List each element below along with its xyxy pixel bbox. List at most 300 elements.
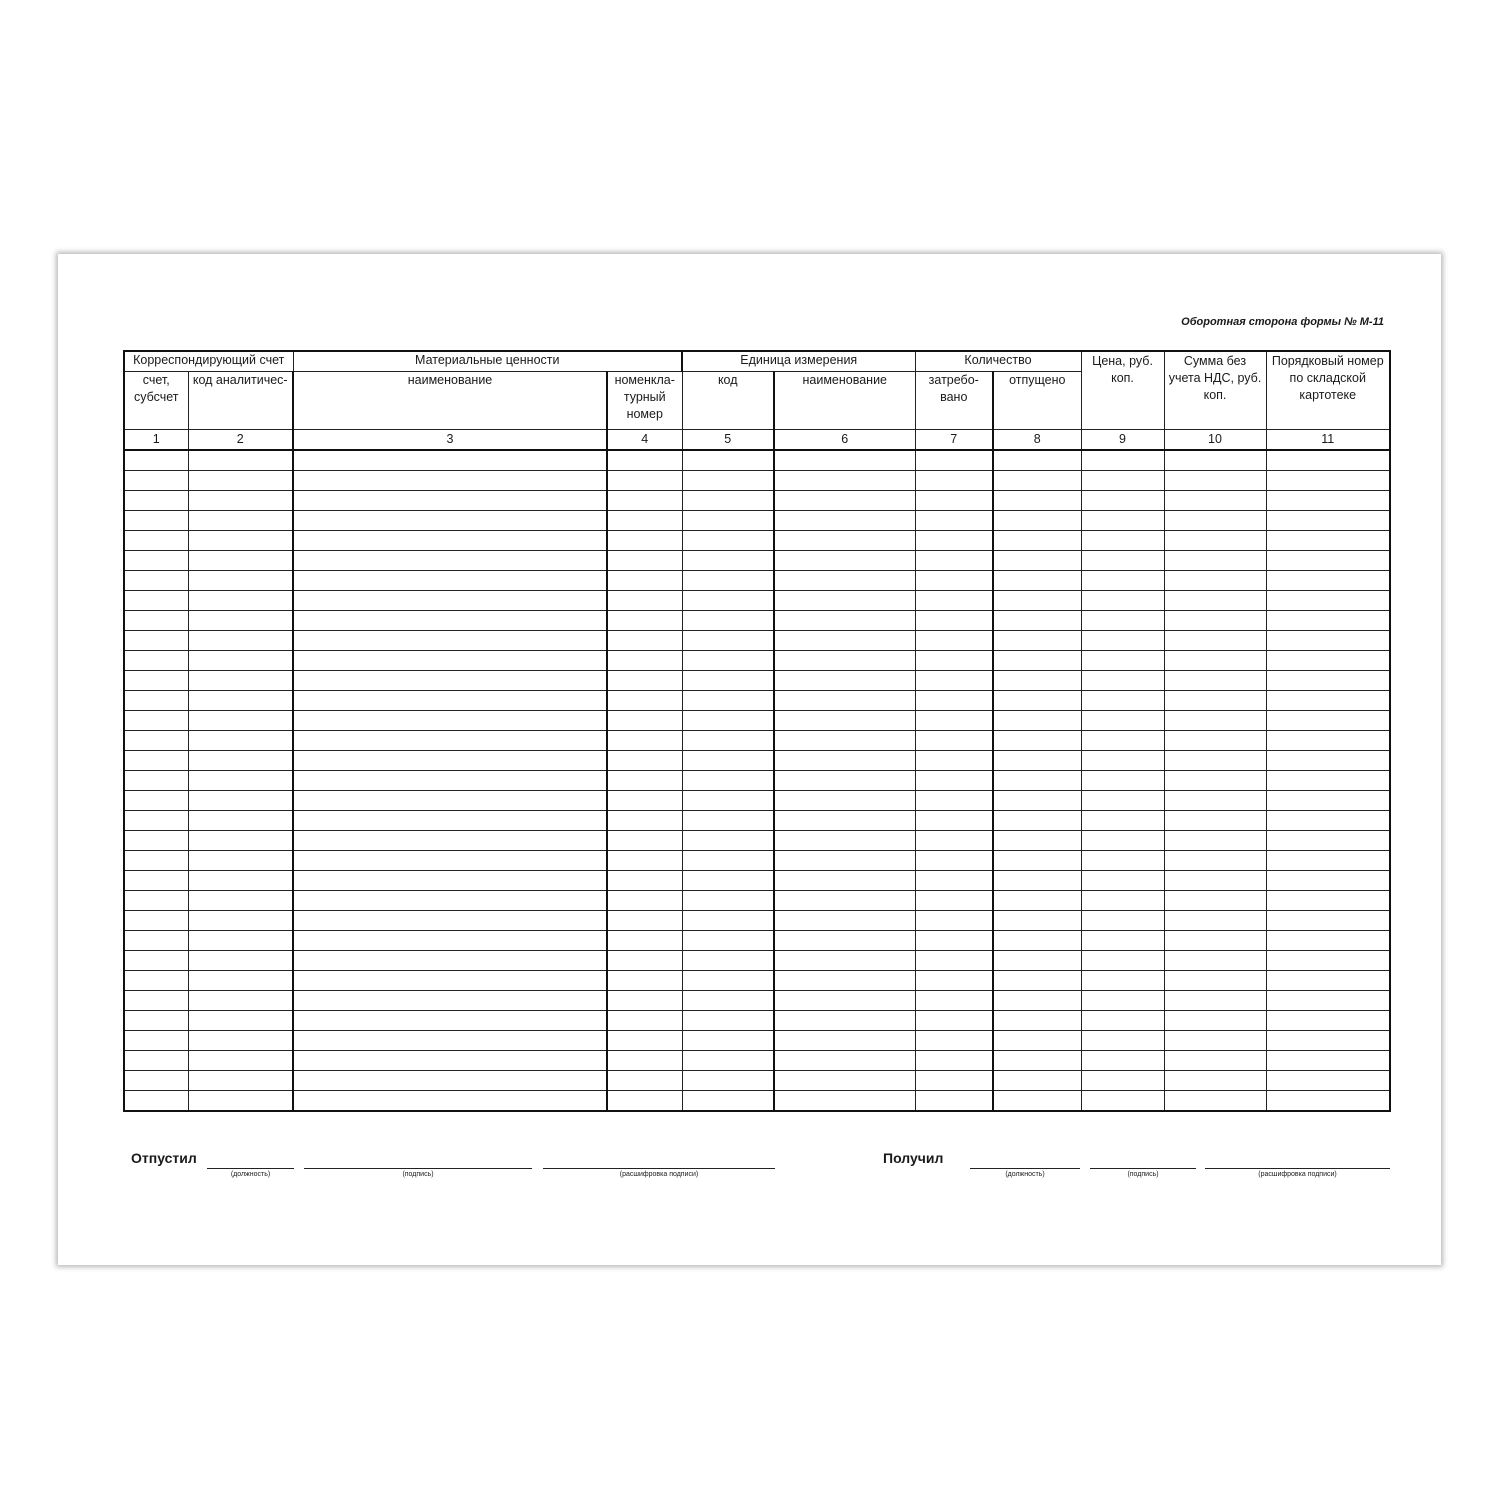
table-cell[interactable] xyxy=(1164,551,1266,571)
table-cell[interactable] xyxy=(607,631,682,651)
table-cell[interactable] xyxy=(774,771,915,791)
table-cell[interactable] xyxy=(774,491,915,511)
table-cell[interactable] xyxy=(188,951,293,971)
table-cell[interactable] xyxy=(293,471,607,491)
table-cell[interactable] xyxy=(1164,931,1266,951)
table-cell[interactable] xyxy=(1081,911,1164,931)
received-by-position-field[interactable]: (должность) xyxy=(970,1168,1080,1185)
table-cell[interactable] xyxy=(774,450,915,471)
table-cell[interactable] xyxy=(774,891,915,911)
table-cell[interactable] xyxy=(682,651,774,671)
table-cell[interactable] xyxy=(293,551,607,571)
table-cell[interactable] xyxy=(1081,1031,1164,1051)
table-cell[interactable] xyxy=(293,1011,607,1031)
table-cell[interactable] xyxy=(915,1031,993,1051)
table-cell[interactable] xyxy=(124,811,188,831)
table-cell[interactable] xyxy=(293,751,607,771)
table-cell[interactable] xyxy=(915,851,993,871)
table-cell[interactable] xyxy=(1164,911,1266,931)
table-cell[interactable] xyxy=(1266,771,1390,791)
table-cell[interactable] xyxy=(915,1011,993,1031)
table-cell[interactable] xyxy=(774,1051,915,1071)
table-cell[interactable] xyxy=(1266,1091,1390,1112)
table-cell[interactable] xyxy=(915,971,993,991)
table-cell[interactable] xyxy=(607,851,682,871)
table-cell[interactable] xyxy=(293,931,607,951)
table-cell[interactable] xyxy=(607,511,682,531)
table-cell[interactable] xyxy=(124,551,188,571)
table-cell[interactable] xyxy=(188,671,293,691)
table-cell[interactable] xyxy=(682,591,774,611)
table-cell[interactable] xyxy=(682,1071,774,1091)
table-cell[interactable] xyxy=(993,731,1081,751)
table-cell[interactable] xyxy=(124,931,188,951)
table-cell[interactable] xyxy=(124,871,188,891)
table-cell[interactable] xyxy=(774,731,915,751)
table-cell[interactable] xyxy=(1081,1011,1164,1031)
table-cell[interactable] xyxy=(1081,1051,1164,1071)
table-cell[interactable] xyxy=(774,871,915,891)
table-cell[interactable] xyxy=(124,631,188,651)
table-cell[interactable] xyxy=(293,611,607,631)
table-cell[interactable] xyxy=(1266,1031,1390,1051)
table-cell[interactable] xyxy=(188,811,293,831)
table-cell[interactable] xyxy=(993,551,1081,571)
table-cell[interactable] xyxy=(682,691,774,711)
table-cell[interactable] xyxy=(993,651,1081,671)
table-cell[interactable] xyxy=(915,551,993,571)
table-cell[interactable] xyxy=(993,450,1081,471)
table-cell[interactable] xyxy=(607,471,682,491)
table-cell[interactable] xyxy=(774,531,915,551)
table-cell[interactable] xyxy=(915,471,993,491)
table-cell[interactable] xyxy=(915,711,993,731)
table-cell[interactable] xyxy=(1081,751,1164,771)
table-cell[interactable] xyxy=(188,1071,293,1091)
table-cell[interactable] xyxy=(682,611,774,631)
table-cell[interactable] xyxy=(915,831,993,851)
table-cell[interactable] xyxy=(682,951,774,971)
table-cell[interactable] xyxy=(682,831,774,851)
table-cell[interactable] xyxy=(774,971,915,991)
table-cell[interactable] xyxy=(188,531,293,551)
table-cell[interactable] xyxy=(1081,971,1164,991)
table-cell[interactable] xyxy=(1164,1031,1266,1051)
table-cell[interactable] xyxy=(915,591,993,611)
released-by-signature-field[interactable]: (подпись) xyxy=(304,1168,532,1185)
table-cell[interactable] xyxy=(124,851,188,871)
table-cell[interactable] xyxy=(1081,591,1164,611)
table-cell[interactable] xyxy=(293,871,607,891)
table-cell[interactable] xyxy=(1266,891,1390,911)
table-cell[interactable] xyxy=(993,971,1081,991)
table-cell[interactable] xyxy=(188,891,293,911)
table-cell[interactable] xyxy=(1266,531,1390,551)
table-cell[interactable] xyxy=(124,731,188,751)
table-cell[interactable] xyxy=(607,1011,682,1031)
table-cell[interactable] xyxy=(774,1011,915,1031)
table-cell[interactable] xyxy=(993,511,1081,531)
table-cell[interactable] xyxy=(774,811,915,831)
table-cell[interactable] xyxy=(124,671,188,691)
table-cell[interactable] xyxy=(1266,511,1390,531)
table-cell[interactable] xyxy=(607,671,682,691)
table-cell[interactable] xyxy=(607,531,682,551)
table-cell[interactable] xyxy=(915,731,993,751)
table-cell[interactable] xyxy=(188,611,293,631)
table-cell[interactable] xyxy=(682,891,774,911)
table-cell[interactable] xyxy=(188,931,293,951)
table-cell[interactable] xyxy=(1081,931,1164,951)
table-cell[interactable] xyxy=(293,811,607,831)
table-cell[interactable] xyxy=(915,751,993,771)
table-cell[interactable] xyxy=(293,891,607,911)
table-cell[interactable] xyxy=(188,851,293,871)
table-cell[interactable] xyxy=(1081,791,1164,811)
table-cell[interactable] xyxy=(1164,571,1266,591)
table-cell[interactable] xyxy=(124,1011,188,1031)
table-cell[interactable] xyxy=(774,511,915,531)
table-cell[interactable] xyxy=(124,1091,188,1112)
table-cell[interactable] xyxy=(915,511,993,531)
table-cell[interactable] xyxy=(188,571,293,591)
table-cell[interactable] xyxy=(682,771,774,791)
table-cell[interactable] xyxy=(607,751,682,771)
table-cell[interactable] xyxy=(607,791,682,811)
table-cell[interactable] xyxy=(915,871,993,891)
table-cell[interactable] xyxy=(915,691,993,711)
table-cell[interactable] xyxy=(682,450,774,471)
table-cell[interactable] xyxy=(607,551,682,571)
table-cell[interactable] xyxy=(993,831,1081,851)
table-cell[interactable] xyxy=(124,511,188,531)
table-cell[interactable] xyxy=(188,971,293,991)
table-cell[interactable] xyxy=(1081,851,1164,871)
table-cell[interactable] xyxy=(1266,631,1390,651)
table-cell[interactable] xyxy=(915,951,993,971)
table-cell[interactable] xyxy=(993,471,1081,491)
table-cell[interactable] xyxy=(682,911,774,931)
table-cell[interactable] xyxy=(188,1091,293,1112)
table-cell[interactable] xyxy=(1266,611,1390,631)
table-cell[interactable] xyxy=(682,971,774,991)
table-cell[interactable] xyxy=(1164,1011,1266,1031)
table-cell[interactable] xyxy=(774,951,915,971)
table-cell[interactable] xyxy=(774,1091,915,1112)
table-cell[interactable] xyxy=(1164,1051,1266,1071)
table-cell[interactable] xyxy=(993,891,1081,911)
table-cell[interactable] xyxy=(188,731,293,751)
table-cell[interactable] xyxy=(1164,471,1266,491)
table-cell[interactable] xyxy=(1164,731,1266,751)
table-cell[interactable] xyxy=(682,1031,774,1051)
table-cell[interactable] xyxy=(607,731,682,751)
table-cell[interactable] xyxy=(293,771,607,791)
released-by-position-field[interactable]: (должность) xyxy=(207,1168,294,1185)
table-cell[interactable] xyxy=(1081,871,1164,891)
table-cell[interactable] xyxy=(915,911,993,931)
table-cell[interactable] xyxy=(124,711,188,731)
table-cell[interactable] xyxy=(774,611,915,631)
table-cell[interactable] xyxy=(188,691,293,711)
table-cell[interactable] xyxy=(607,931,682,951)
table-cell[interactable] xyxy=(993,811,1081,831)
table-cell[interactable] xyxy=(293,851,607,871)
table-cell[interactable] xyxy=(188,591,293,611)
table-cell[interactable] xyxy=(1266,791,1390,811)
table-cell[interactable] xyxy=(124,1031,188,1051)
table-cell[interactable] xyxy=(293,1071,607,1091)
table-cell[interactable] xyxy=(1164,511,1266,531)
table-cell[interactable] xyxy=(1266,931,1390,951)
table-cell[interactable] xyxy=(1081,891,1164,911)
table-cell[interactable] xyxy=(124,571,188,591)
table-cell[interactable] xyxy=(188,511,293,531)
table-cell[interactable] xyxy=(1164,991,1266,1011)
table-cell[interactable] xyxy=(774,711,915,731)
table-cell[interactable] xyxy=(1164,871,1266,891)
table-cell[interactable] xyxy=(682,551,774,571)
table-cell[interactable] xyxy=(1164,791,1266,811)
table-cell[interactable] xyxy=(1081,531,1164,551)
table-cell[interactable] xyxy=(1081,831,1164,851)
table-cell[interactable] xyxy=(124,651,188,671)
table-cell[interactable] xyxy=(774,1031,915,1051)
table-cell[interactable] xyxy=(188,831,293,851)
table-cell[interactable] xyxy=(293,971,607,991)
table-cell[interactable] xyxy=(1266,731,1390,751)
table-cell[interactable] xyxy=(682,491,774,511)
table-cell[interactable] xyxy=(682,991,774,1011)
table-cell[interactable] xyxy=(1266,811,1390,831)
table-cell[interactable] xyxy=(1266,1071,1390,1091)
table-cell[interactable] xyxy=(124,991,188,1011)
table-cell[interactable] xyxy=(1081,631,1164,651)
table-cell[interactable] xyxy=(124,591,188,611)
table-cell[interactable] xyxy=(607,1051,682,1071)
table-cell[interactable] xyxy=(293,1051,607,1071)
table-cell[interactable] xyxy=(682,711,774,731)
table-cell[interactable] xyxy=(774,471,915,491)
table-cell[interactable] xyxy=(1164,651,1266,671)
table-cell[interactable] xyxy=(1164,891,1266,911)
table-cell[interactable] xyxy=(993,951,1081,971)
table-cell[interactable] xyxy=(124,891,188,911)
table-cell[interactable] xyxy=(1164,631,1266,651)
table-cell[interactable] xyxy=(1164,611,1266,631)
table-cell[interactable] xyxy=(1164,811,1266,831)
table-cell[interactable] xyxy=(188,450,293,471)
table-cell[interactable] xyxy=(124,450,188,471)
table-cell[interactable] xyxy=(1266,871,1390,891)
table-cell[interactable] xyxy=(774,911,915,931)
table-cell[interactable] xyxy=(293,711,607,731)
table-cell[interactable] xyxy=(607,911,682,931)
table-cell[interactable] xyxy=(915,651,993,671)
table-cell[interactable] xyxy=(188,551,293,571)
table-cell[interactable] xyxy=(1266,651,1390,671)
table-cell[interactable] xyxy=(1266,991,1390,1011)
table-cell[interactable] xyxy=(607,971,682,991)
table-cell[interactable] xyxy=(915,891,993,911)
table-cell[interactable] xyxy=(682,811,774,831)
table-cell[interactable] xyxy=(1164,831,1266,851)
table-cell[interactable] xyxy=(993,631,1081,651)
table-cell[interactable] xyxy=(682,531,774,551)
table-cell[interactable] xyxy=(682,751,774,771)
table-cell[interactable] xyxy=(682,511,774,531)
table-cell[interactable] xyxy=(993,571,1081,591)
table-cell[interactable] xyxy=(774,991,915,1011)
table-cell[interactable] xyxy=(607,831,682,851)
table-cell[interactable] xyxy=(188,751,293,771)
table-cell[interactable] xyxy=(1266,450,1390,471)
table-cell[interactable] xyxy=(993,751,1081,771)
table-cell[interactable] xyxy=(1164,671,1266,691)
table-cell[interactable] xyxy=(124,751,188,771)
table-cell[interactable] xyxy=(1164,491,1266,511)
table-cell[interactable] xyxy=(1081,951,1164,971)
table-cell[interactable] xyxy=(1164,951,1266,971)
table-cell[interactable] xyxy=(124,611,188,631)
table-cell[interactable] xyxy=(188,651,293,671)
table-cell[interactable] xyxy=(993,1011,1081,1031)
table-cell[interactable] xyxy=(1081,611,1164,631)
table-cell[interactable] xyxy=(915,531,993,551)
table-cell[interactable] xyxy=(993,771,1081,791)
table-cell[interactable] xyxy=(607,691,682,711)
table-cell[interactable] xyxy=(915,991,993,1011)
table-cell[interactable] xyxy=(607,450,682,471)
table-cell[interactable] xyxy=(1081,551,1164,571)
table-cell[interactable] xyxy=(188,491,293,511)
table-cell[interactable] xyxy=(188,631,293,651)
table-cell[interactable] xyxy=(774,751,915,771)
table-cell[interactable] xyxy=(1266,711,1390,731)
table-cell[interactable] xyxy=(993,671,1081,691)
table-cell[interactable] xyxy=(1081,471,1164,491)
table-cell[interactable] xyxy=(293,1091,607,1112)
table-cell[interactable] xyxy=(993,931,1081,951)
table-cell[interactable] xyxy=(293,691,607,711)
table-cell[interactable] xyxy=(188,871,293,891)
table-cell[interactable] xyxy=(682,471,774,491)
table-cell[interactable] xyxy=(293,511,607,531)
table-cell[interactable] xyxy=(1266,831,1390,851)
table-cell[interactable] xyxy=(1164,1071,1266,1091)
table-cell[interactable] xyxy=(1266,571,1390,591)
table-cell[interactable] xyxy=(774,791,915,811)
table-cell[interactable] xyxy=(293,450,607,471)
table-cell[interactable] xyxy=(915,571,993,591)
table-cell[interactable] xyxy=(774,851,915,871)
table-cell[interactable] xyxy=(1266,751,1390,771)
table-cell[interactable] xyxy=(124,791,188,811)
table-cell[interactable] xyxy=(1266,671,1390,691)
table-cell[interactable] xyxy=(774,831,915,851)
table-cell[interactable] xyxy=(124,1051,188,1071)
table-cell[interactable] xyxy=(124,491,188,511)
table-cell[interactable] xyxy=(607,951,682,971)
table-cell[interactable] xyxy=(993,991,1081,1011)
table-cell[interactable] xyxy=(1266,851,1390,871)
table-cell[interactable] xyxy=(682,731,774,751)
table-cell[interactable] xyxy=(607,871,682,891)
table-cell[interactable] xyxy=(607,991,682,1011)
table-cell[interactable] xyxy=(607,711,682,731)
table-cell[interactable] xyxy=(915,450,993,471)
table-cell[interactable] xyxy=(124,951,188,971)
table-cell[interactable] xyxy=(1164,851,1266,871)
table-cell[interactable] xyxy=(993,851,1081,871)
table-cell[interactable] xyxy=(1266,591,1390,611)
table-cell[interactable] xyxy=(1266,1011,1390,1031)
table-cell[interactable] xyxy=(993,591,1081,611)
table-cell[interactable] xyxy=(682,631,774,651)
table-cell[interactable] xyxy=(993,1051,1081,1071)
table-cell[interactable] xyxy=(682,851,774,871)
released-by-decoding-field[interactable]: (расшифровка подписи) xyxy=(543,1168,775,1185)
table-cell[interactable] xyxy=(293,651,607,671)
table-cell[interactable] xyxy=(993,871,1081,891)
table-cell[interactable] xyxy=(682,671,774,691)
table-cell[interactable] xyxy=(1266,691,1390,711)
table-cell[interactable] xyxy=(682,931,774,951)
received-by-signature-field[interactable]: (подпись) xyxy=(1090,1168,1196,1185)
table-cell[interactable] xyxy=(915,791,993,811)
table-cell[interactable] xyxy=(293,991,607,1011)
table-cell[interactable] xyxy=(1081,491,1164,511)
table-cell[interactable] xyxy=(607,1031,682,1051)
table-cell[interactable] xyxy=(1266,911,1390,931)
table-cell[interactable] xyxy=(915,1051,993,1071)
table-cell[interactable] xyxy=(1164,1091,1266,1112)
table-cell[interactable] xyxy=(124,531,188,551)
table-cell[interactable] xyxy=(188,791,293,811)
table-cell[interactable] xyxy=(188,1031,293,1051)
table-cell[interactable] xyxy=(607,1071,682,1091)
table-cell[interactable] xyxy=(993,1091,1081,1112)
table-cell[interactable] xyxy=(607,611,682,631)
table-cell[interactable] xyxy=(1081,450,1164,471)
table-cell[interactable] xyxy=(188,911,293,931)
table-cell[interactable] xyxy=(1164,691,1266,711)
table-cell[interactable] xyxy=(293,591,607,611)
table-cell[interactable] xyxy=(915,1071,993,1091)
table-cell[interactable] xyxy=(993,711,1081,731)
received-by-decoding-field[interactable]: (расшифровка подписи) xyxy=(1205,1168,1390,1185)
table-cell[interactable] xyxy=(1081,691,1164,711)
table-cell[interactable] xyxy=(993,911,1081,931)
table-cell[interactable] xyxy=(1164,971,1266,991)
table-cell[interactable] xyxy=(188,711,293,731)
table-cell[interactable] xyxy=(774,671,915,691)
table-cell[interactable] xyxy=(774,651,915,671)
table-cell[interactable] xyxy=(1081,711,1164,731)
table-cell[interactable] xyxy=(915,611,993,631)
table-cell[interactable] xyxy=(124,911,188,931)
table-cell[interactable] xyxy=(993,691,1081,711)
table-cell[interactable] xyxy=(682,1091,774,1112)
table-cell[interactable] xyxy=(1081,811,1164,831)
table-cell[interactable] xyxy=(915,491,993,511)
table-cell[interactable] xyxy=(1081,511,1164,531)
table-cell[interactable] xyxy=(993,1071,1081,1091)
table-cell[interactable] xyxy=(915,631,993,651)
table-cell[interactable] xyxy=(293,951,607,971)
table-cell[interactable] xyxy=(124,831,188,851)
table-cell[interactable] xyxy=(188,771,293,791)
